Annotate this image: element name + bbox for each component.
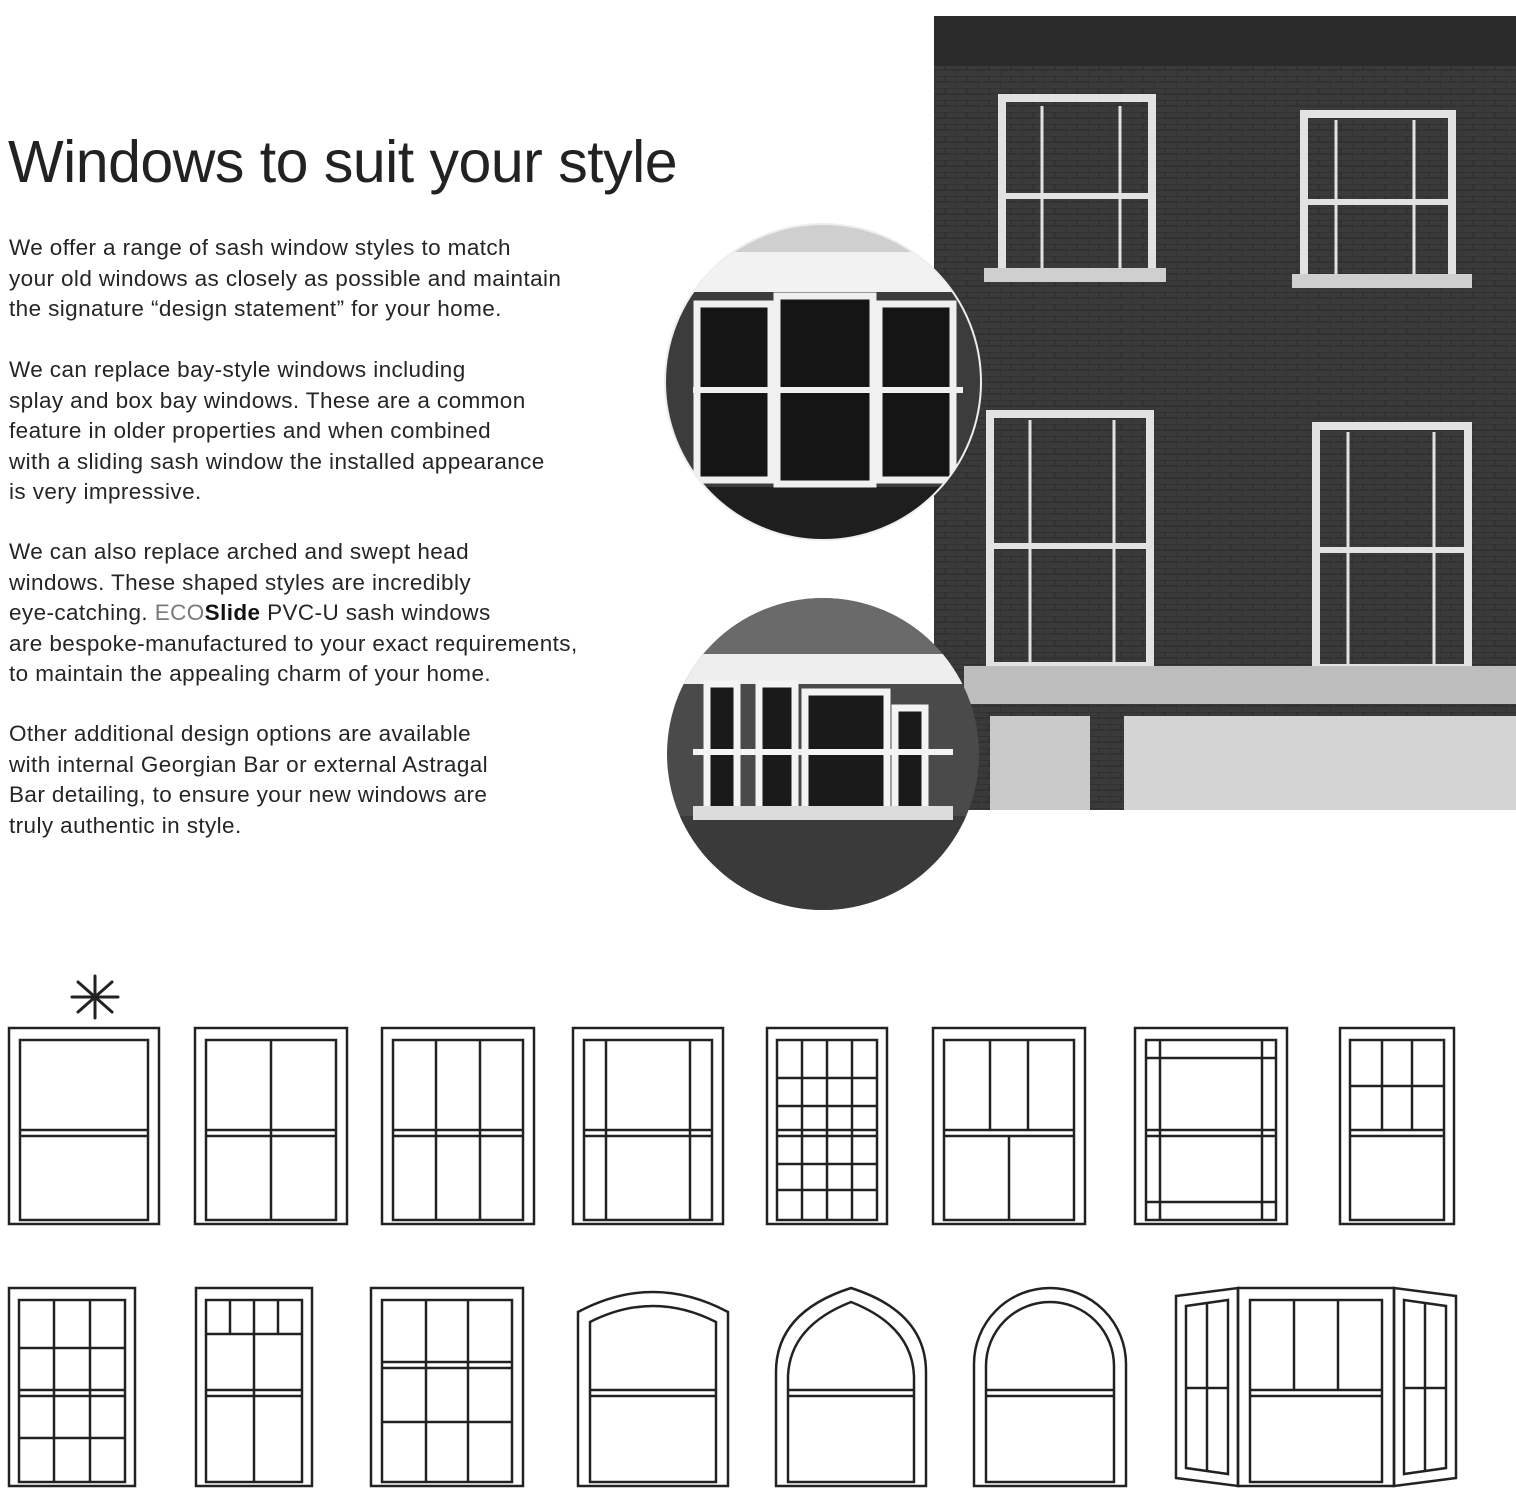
window-style-icon (382, 1028, 534, 1224)
box-bay-circle-photo (663, 596, 983, 912)
window-style-icon (933, 1028, 1085, 1224)
bay-windows-paragraph: We can replace bay-style windows including splay and box bay windows. These are a common feature in older properties and when combined with a sliding sash window the installed appearance is very impressive. (9, 357, 545, 504)
window-style-icon (371, 1288, 523, 1486)
arched-windows-paragraph (9, 537, 578, 690)
brand-slide: Slide (204, 600, 261, 625)
window-style-icon (196, 1288, 312, 1486)
design-options-paragraph: Other additional design options are available with internal Georgian Bar or external Astragal Bar detailing, to ensure your new windows are truly authentic in style. (9, 721, 489, 838)
house-facade-photo (934, 16, 1516, 810)
intro-paragraph: We offer a range of sash window styles to match your old windows as closely as possible and maintain the signature “design statement” for your home. (9, 235, 562, 321)
page-title: Windows to suit your style (8, 129, 678, 195)
brand-eco: ECO (154, 600, 205, 625)
asterisk-icon (66, 972, 124, 1022)
window-style-row-1 (0, 1020, 1516, 1232)
window-style-icon (578, 1292, 728, 1486)
window-style-icon (9, 1028, 159, 1224)
window-style-icon (767, 1028, 887, 1224)
window-style-icon (776, 1288, 926, 1486)
window-style-icon (1176, 1288, 1456, 1486)
window-style-row-2 (0, 1282, 1516, 1494)
window-style-icon (9, 1288, 135, 1486)
window-style-icon (1135, 1028, 1287, 1224)
arched-text-before: We can also replace arched and swept head windows. These shaped styles are incredibly eye-catching. (9, 539, 472, 625)
bay-window-circle-photo (663, 222, 983, 542)
arched-text-after: PVC-U sash windows are bespoke-manufactured to your exact requirements, to maintain the appealing charm of your home. (9, 600, 578, 686)
window-style-icon (195, 1028, 347, 1224)
window-style-icon (1340, 1028, 1454, 1224)
window-style-icon (573, 1028, 723, 1224)
window-style-icon (974, 1288, 1126, 1486)
